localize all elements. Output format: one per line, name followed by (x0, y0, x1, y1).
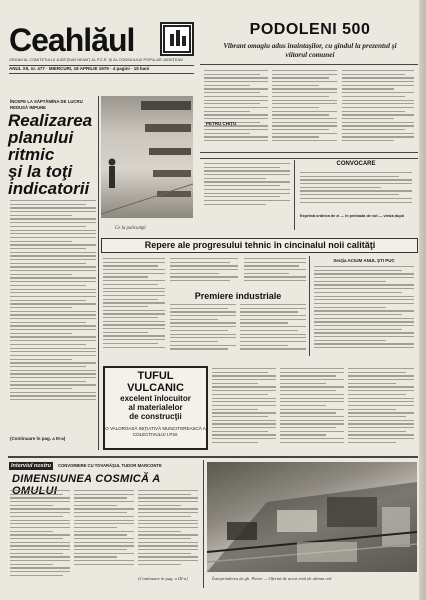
premiere-column-2 (240, 304, 306, 356)
convocare-text (300, 172, 412, 212)
lead-headline (8, 112, 100, 197)
tuful-column-3 (348, 368, 414, 450)
repere-column-1 (103, 258, 165, 356)
podoleni-title: PODOLENI 500 (249, 21, 371, 38)
repere-column-4 (314, 266, 414, 356)
lead-side-text (103, 168, 191, 218)
lead-headline-line: ritmic (8, 145, 55, 164)
short-note-text (204, 163, 290, 227)
premiere-title: Premiere industriale (194, 291, 282, 301)
issue-line: ANUL XII, nr. 477 · MIERCURI, 18 APRILIE 1979 · 4 pagini · 15 bani (9, 66, 150, 71)
repere-column-3-top (244, 258, 306, 288)
repere-title: Repere ale progresului tehnic în cincinalul noii calităţi (144, 240, 376, 250)
repere-column-4-head: Secţia ACIUM ANUL ŞTI PUC (333, 258, 395, 263)
tuful-column-1 (212, 368, 276, 450)
podoleni-column-1 (204, 70, 268, 148)
tuful-headline (107, 370, 204, 421)
party-emblem (160, 22, 194, 56)
masthead-subtitle: ORGAN AL COMITETULUI JUDEŢEAN NEAMŢ AL P.C.R. ŞI AL CONSILIULUI POPULAR JUDEŢEAN (9, 58, 183, 62)
lead-headline-line: şi la toţi (8, 162, 73, 181)
tuful-line: al materialelor (128, 403, 183, 412)
tuful-column-2 (280, 368, 344, 450)
lead-headline-line: Realizarea (8, 111, 93, 130)
cosmic-column-3 (138, 490, 198, 572)
tuful-tagline: O VALOROASĂ INIŢIATIVĂ MUNCITOREASCĂ A COLECTIVULUI I.P.M. (105, 426, 206, 437)
masthead-title: Ceahlăul (9, 22, 135, 58)
convocare-title: CONVOCARE (336, 161, 376, 167)
cosmic-column-1 (10, 490, 70, 582)
podoleni-column-3 (342, 70, 414, 148)
tuful-line: TUFUL (137, 370, 174, 382)
lead-headline-line: planului (8, 128, 74, 147)
lead-continuation: (Continuare în pag. a III-a) (10, 436, 66, 441)
cosmic-kicker: Interviul nostru (11, 463, 52, 469)
tuful-line: de construcţii (129, 412, 182, 421)
page-edge (419, 0, 426, 600)
podoleni-subtitle: Vibrant omagiu adus înaintaşilor, cu gîndul la prezentul şi viitorul comunei (223, 42, 397, 59)
lead-headline-line: indicatorii (8, 179, 90, 198)
lead-kicker: ÎNCEPE LA SĂPTĂMÎNA DE LUCRU REDUSĂ IMPUNE (10, 99, 83, 110)
tuful-line: VULCANIC (127, 382, 184, 394)
lead-body-text (10, 200, 96, 410)
cosmic-title: DIMENSIUNEA COSMICĂ A (12, 473, 161, 485)
cosmic-continuation: (Continuare în pag. a III-a) (138, 576, 188, 581)
industrial-photo-caption: Întreprinderea de gh. Pietre — Oferită de acest trial de ultima oră (212, 576, 332, 581)
convocare-footer: Exprimă ordinea de zi — în perioada de vot — vîrsta după (300, 214, 404, 218)
factory-photo-caption: Ce la policompl (115, 226, 146, 231)
industrial-photo (207, 462, 417, 572)
podoleni-column-2 (272, 70, 337, 148)
tuful-line: excelent înlocuitor (120, 394, 191, 403)
cosmic-byline: CONVORBIRE CU TOVARĂŞUL TUDOR MARCONTE (58, 463, 162, 468)
cosmic-column-2 (74, 490, 134, 572)
premiere-column-1 (170, 304, 236, 356)
repere-column-2-top (170, 258, 238, 288)
podoleni-author: PETRU CHIŢU (206, 121, 237, 126)
